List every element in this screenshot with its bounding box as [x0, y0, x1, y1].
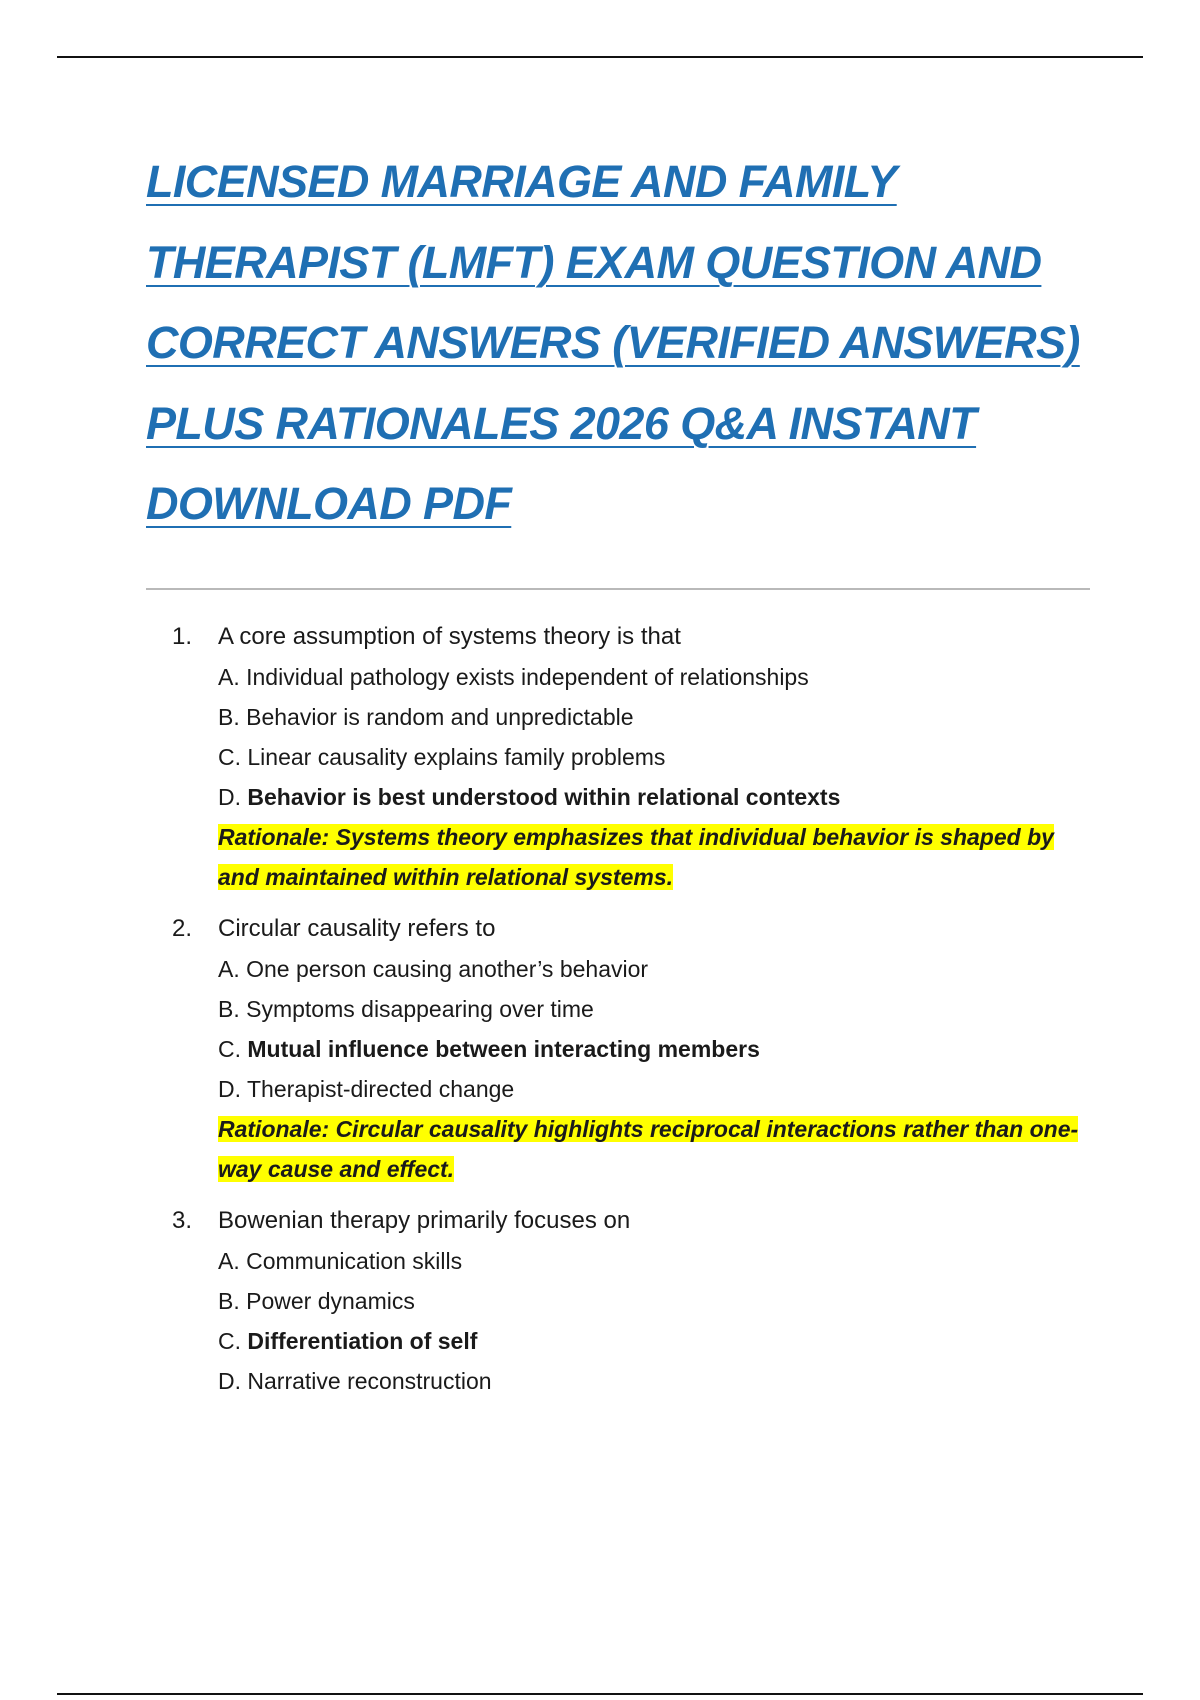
option-letter: C. [218, 1328, 241, 1354]
option-text: Behavior is random and unpredictable [246, 704, 634, 730]
option-text: Therapist-directed change [246, 1076, 515, 1102]
answer-option [218, 1069, 1096, 1109]
answer-option [218, 1361, 1096, 1401]
option-letter: B. [218, 996, 240, 1022]
option-text: Symptoms disappearing over time [246, 996, 594, 1022]
option-letter: A. [218, 1248, 240, 1274]
question-number: 2. [171, 915, 192, 942]
option-letter: C. [218, 744, 241, 770]
answer-option [218, 657, 1096, 697]
question-number: 1. [171, 623, 192, 650]
option-text: Communication skills [246, 1248, 463, 1274]
answer-option-correct [218, 777, 1096, 817]
answer-option-correct [218, 1029, 1096, 1069]
answer-option [218, 1281, 1096, 1321]
question-number: 3. [171, 1207, 192, 1234]
rationale-highlight: Rationale: Circular causality highlights reciprocal interactions rather than one-way cause and effect. [218, 1116, 1079, 1182]
option-text: Linear causality explains family problems [247, 744, 666, 770]
document-title-link[interactable]: LICENSED MARRIAGE AND FAMILY THERAPIST (LMFT) EXAM QUESTION AND CORRECT ANSWERS (VERIFIED ANSWERS) PLUS RATIONALES 2026 Q&A INSTANT DOWNLOAD PDF [146, 156, 1080, 529]
page-bottom-rule [57, 1693, 1143, 1695]
question-text: A core assumption of systems theory is that [218, 623, 681, 650]
option-letter: B. [218, 704, 240, 730]
option-text: One person causing another’s behavior [246, 956, 649, 982]
option-letter: A. [218, 956, 240, 982]
option-letter: D. [218, 784, 241, 810]
option-letter: B. [218, 1288, 240, 1314]
title-divider [146, 588, 1090, 590]
question-item [146, 617, 1096, 897]
rationale [218, 1109, 1088, 1189]
question-stem [146, 1201, 1096, 1241]
answer-option [218, 1241, 1096, 1281]
question-stem [146, 909, 1096, 949]
option-letter: D. [218, 1368, 241, 1394]
answer-options [146, 949, 1096, 1109]
question-list [146, 617, 1096, 1401]
answer-option [218, 949, 1096, 989]
option-text: Individual pathology exists independent of relationships [246, 664, 809, 690]
question-stem [146, 617, 1096, 657]
answer-option-correct [218, 1321, 1096, 1361]
question-item [146, 909, 1096, 1189]
answer-option [218, 697, 1096, 737]
answer-option [218, 989, 1096, 1029]
option-text-correct: Differentiation of self [247, 1328, 478, 1354]
rationale-highlight: Rationale: Systems theory emphasizes that individual behavior is shaped by and maintained within relational systems. [218, 824, 1054, 890]
question-text: Bowenian therapy primarily focuses on [218, 1207, 631, 1234]
option-letter: A. [218, 664, 240, 690]
option-text: Narrative reconstruction [247, 1368, 492, 1394]
page-top-rule [57, 56, 1143, 58]
answer-option [218, 737, 1096, 777]
rationale [218, 817, 1088, 897]
answer-options [146, 657, 1096, 817]
option-letter: C. [218, 1036, 241, 1062]
option-text-correct: Mutual influence between interacting members [247, 1036, 760, 1062]
option-letter: D. [218, 1076, 241, 1102]
question-text: Circular causality refers to [218, 915, 496, 942]
option-text-correct: Behavior is best understood within relational contexts [247, 784, 841, 810]
question-item [146, 1201, 1096, 1401]
option-text: Power dynamics [246, 1288, 415, 1314]
answer-options [146, 1241, 1096, 1401]
document-title [146, 142, 1106, 545]
